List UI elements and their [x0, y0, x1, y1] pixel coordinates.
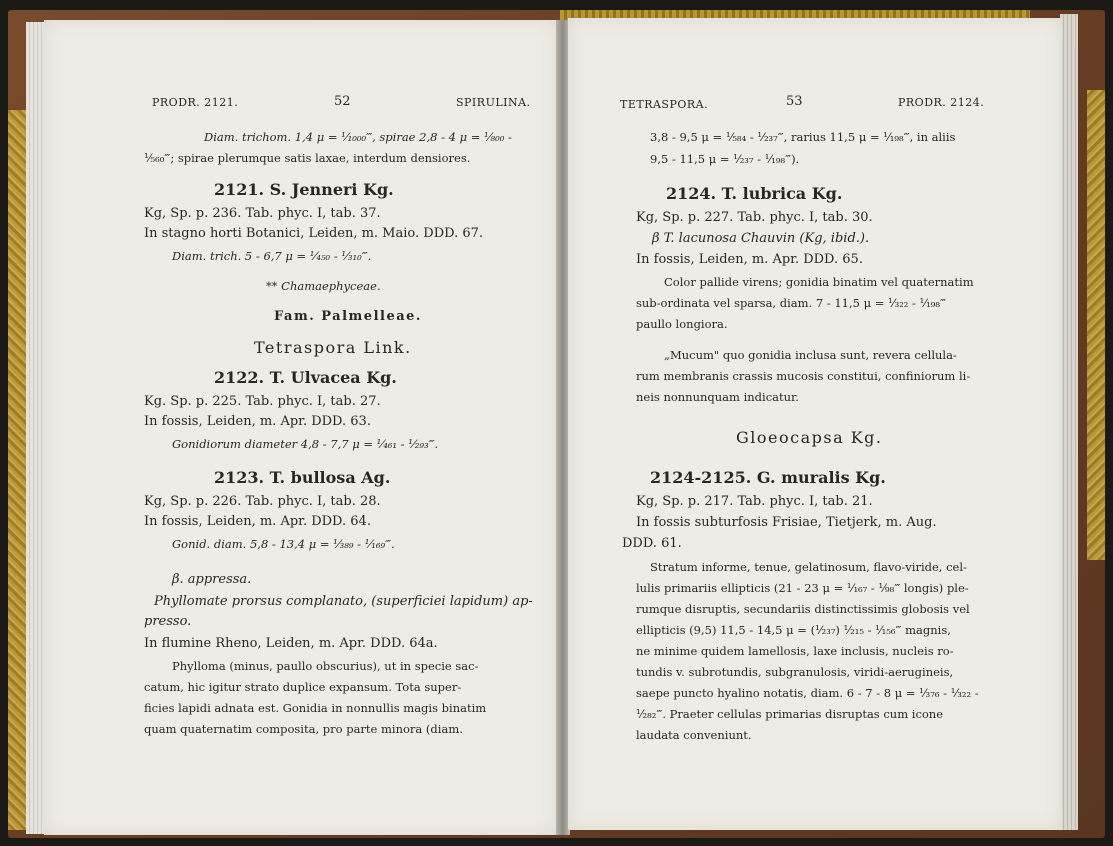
species-2123-heading: 2123. T. bullosa Ag.: [214, 468, 391, 487]
right-line-16: In fossis subturfosis Frisiae, Tietjerk, m. Aug.: [636, 515, 937, 530]
left-line-19: Phyllomate prorsus complanato, (superficiei lapidum) ap-: [154, 594, 533, 609]
left-line-11: Kg. Sp. p. 225. Tab. phyc. I, tab. 27.: [144, 394, 381, 409]
left-line-6: Diam. trich. 5 - 6,7 μ = ¹⁄₄₅₀ - ¹⁄₃₁₀‴.: [172, 249, 372, 263]
species-2124-heading: 2124. T. lubrica Kg.: [666, 184, 843, 203]
right-line-12: neis nonnunquam indicatur.: [636, 390, 799, 404]
right-running-head: PRODR. 2124.: [898, 96, 985, 109]
section-chamaephyceae: ** Chamaephyceae.: [266, 279, 381, 293]
left-line-1: Diam. trichom. 1,4 μ = ¹⁄₁₀₀₀‴, spirae 2,8 - 4 μ = ¹⁄₈₀₀ -: [204, 130, 512, 144]
right-line-7: Color pallide virens; gonidia binatim vel quaternatim: [664, 275, 974, 289]
right-line-5: β T. lacunosa Chauvin (Kg, ibid.).: [652, 231, 870, 246]
right-running-title: TETRASPORA.: [620, 98, 709, 111]
marbled-edge-right: [1087, 90, 1105, 560]
species-2121-heading: 2121. S. Jenneri Kg.: [214, 180, 394, 199]
right-line-17: DDD. 61.: [622, 536, 682, 551]
right-line-4: Kg, Sp. p. 227. Tab. phyc. I, tab. 30.: [636, 210, 873, 225]
left-line-25: quam quaternatim composita, pro parte minora (diam.: [144, 722, 463, 736]
right-line-6: In fossis, Leiden, m. Apr. DDD. 65.: [636, 252, 863, 267]
left-line-21: In flumine Rheno, Leiden, m. Apr. DDD. 64a.: [144, 636, 438, 651]
right-line-19: lulis primariis ellipticis (21 - 23 μ = ¹⁄₁₆₇ - ¹⁄₉₈‴ longis) ple-: [636, 581, 969, 595]
left-line-22: Phylloma (minus, paullo obscurius), ut in specie sac-: [172, 659, 479, 673]
left-line-13: Gonidiorum diameter 4,8 - 7,7 μ = ¹⁄₄₆₁ - ¹⁄₂₉₃‴.: [172, 437, 439, 451]
right-page-number: 53: [786, 94, 803, 109]
right-line-15: Kg, Sp. p. 217. Tab. phyc. I, tab. 21.: [636, 494, 873, 509]
species-2124-2125-heading: 2124-2125. G. muralis Kg.: [650, 468, 886, 487]
left-line-24: ficies lapidi adnata est. Gonidia in nonnullis magis binatim: [144, 701, 487, 715]
left-page-number: 52: [334, 94, 351, 109]
left-line-23: catum, hic igitur strato duplice expansum. Tota super-: [144, 680, 462, 694]
right-line-2: 9,5 - 11,5 μ = ¹⁄₂₃₇ - ¹⁄₁₉₈‴).: [650, 152, 800, 166]
family-palmelleae: Fam. Palmelleae.: [274, 309, 422, 324]
right-line-8: sub-ordinata vel sparsa, diam. 7 - 11,5 μ = ¹⁄₃₂₂ - ¹⁄₁₉₈‴: [636, 296, 946, 310]
genus-tetraspora: Tetraspora Link.: [254, 338, 412, 357]
variety-appressa: β. appressa.: [172, 572, 252, 587]
left-running-title: SPIRULINA.: [456, 96, 531, 109]
right-line-25: ¹⁄₂₈₂‴. Praeter cellulas primarias disruptas cum icone: [636, 707, 944, 721]
right-line-1: 3,8 - 9,5 μ = ¹⁄₅₈₄ - ¹⁄₂₃₇‴, rarius 11,5 μ = ¹⁄₁₉₈‴, in aliis: [650, 130, 956, 144]
right-line-11: rum membranis crassis mucosis constitui, confiniorum li-: [636, 369, 971, 383]
left-line-4: Kg, Sp. p. 236. Tab. phyc. I, tab. 37.: [144, 206, 381, 221]
right-line-18: Stratum informe, tenue, gelatinosum, flavo-viride, cel-: [650, 560, 967, 574]
right-line-9: paullo longiora.: [636, 317, 728, 331]
left-line-15: Kg, Sp. p. 226. Tab. phyc. I, tab. 28.: [144, 494, 381, 509]
page-stack-right: [1060, 14, 1078, 830]
right-page: [568, 18, 1062, 830]
left-line-5: In stagno horti Botanici, Leiden, m. Maio. DDD. 67.: [144, 226, 484, 241]
right-line-24: saepe puncto hyalino notatis, diam. 6 - 7 - 8 μ = ¹⁄₃₇₆ - ¹⁄₃₂₂ -: [636, 686, 979, 700]
species-2122-heading: 2122. T. Ulvacea Kg.: [214, 368, 397, 387]
left-line-17: Gonid. diam. 5,8 - 13,4 μ = ¹⁄₃₈₉ - ¹⁄₁₆₉‴.: [172, 537, 395, 551]
left-line-2: ¹⁄₅₆₀‴; spirae plerumque satis laxae, interdum densiores.: [144, 151, 471, 165]
right-line-10: „Mucum" quo gonidia inclusa sunt, revera cellula-: [664, 348, 957, 362]
right-line-21: ellipticis (9,5) 11,5 - 14,5 μ = (¹⁄₂₃₇) ¹⁄₂₁₅ - ¹⁄₁₅₆‴ magnis,: [636, 623, 951, 637]
right-line-22: ne minime quidem lamellosis, laxe inclusis, nucleis ro-: [636, 644, 954, 658]
left-line-16: In fossis, Leiden, m. Apr. DDD. 64.: [144, 514, 371, 529]
left-page: [44, 20, 558, 835]
genus-gloeocapsa: Gloeocapsa Kg.: [736, 428, 883, 447]
right-line-23: tundis v. subrotundis, subgranulosis, viridi-aerugineis,: [636, 665, 954, 679]
left-line-20: presso.: [144, 614, 192, 629]
left-running-head: PRODR. 2121.: [152, 96, 239, 109]
right-line-20: rumque disruptis, secundariis distinctissimis globosis vel: [636, 602, 970, 616]
left-line-12: In fossis, Leiden, m. Apr. DDD. 63.: [144, 414, 371, 429]
right-line-26: laudata conveniunt.: [636, 728, 752, 742]
